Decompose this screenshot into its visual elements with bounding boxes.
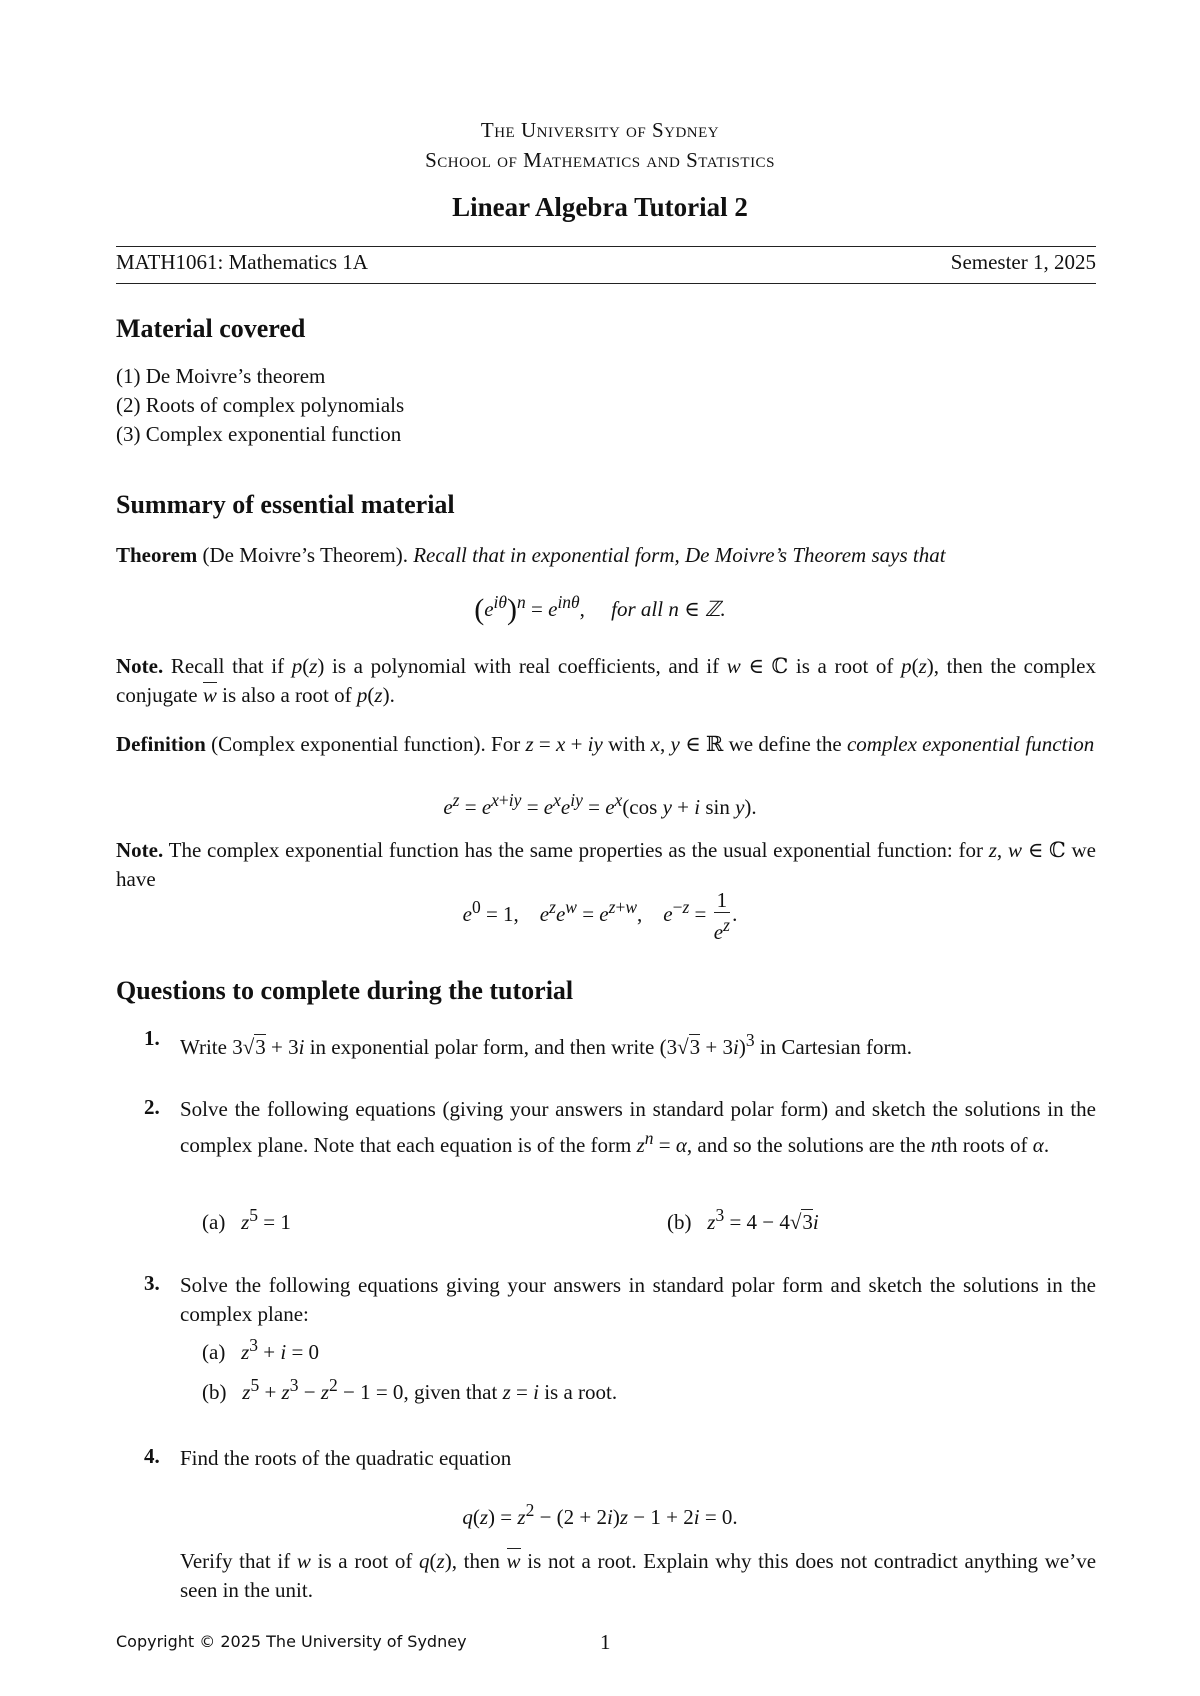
question-text: Solve the following equations (giving your answers in standard polar form) and sketch the solutions in the complex plane. Note that each equation is of the form xyxy=(180,1097,1096,1157)
part-label: (b) xyxy=(667,1210,692,1234)
material-item-label: Complex exponential function xyxy=(145,422,402,446)
definition-text: with xyxy=(608,732,646,756)
material-item-2 xyxy=(116,393,404,418)
question-text: is not a root. Explain why this does not contradict anything we’ve seen in the unit. xyxy=(180,1549,1097,1602)
question-text: , and so the solutions are the xyxy=(686,1133,926,1157)
definition-paragraph: Definition (Complex exponential function). For z = x + iy with x, y ∈ ℝ we define the complex exponential function xyxy=(116,732,1095,756)
page-number: 1 xyxy=(600,1630,611,1654)
question-text: , then xyxy=(451,1549,500,1573)
question-text: Verify that if xyxy=(180,1549,291,1573)
question-3-number: 3. xyxy=(144,1271,160,1295)
question-3b: (b) $z^5 + z^3 - z^2 - 1 = 0$, given that z = i is a root. xyxy=(202,1375,618,1404)
de-moivre-formula: $(e^{i\theta})^n = e^{in\theta}$, for all n ∈ ℤ. xyxy=(474,592,726,626)
copyright-notice: Copyright © 2025 The University of Sydney xyxy=(116,1632,467,1651)
question-text: is a root. xyxy=(544,1380,618,1404)
header-rule-bottom xyxy=(116,283,1096,284)
questions-heading: Questions to complete during the tutorial xyxy=(116,976,574,1005)
note-text: is a root of xyxy=(795,654,894,678)
part-label: (a) xyxy=(202,1210,226,1234)
quadratic-formula: $q(z) = z^2 - (2 + 2i)z - 1 + 2i = 0$. xyxy=(462,1500,738,1529)
note-label: Note. xyxy=(116,654,164,678)
theorem-label: Theorem xyxy=(116,543,198,567)
question-text: is a root of xyxy=(317,1549,413,1573)
question-text: Write xyxy=(180,1035,227,1059)
question-text: th roots of xyxy=(941,1133,1028,1157)
institution-name: The University of Sydney xyxy=(480,118,720,142)
summary-heading: Summary of essential material xyxy=(116,490,455,519)
theorem-paragraph xyxy=(116,541,1096,570)
material-item-label: Roots of complex polynomials xyxy=(145,393,405,417)
question-3a: (a) $z^3 + i = 0$ xyxy=(202,1335,320,1364)
question-text: in Cartesian form. xyxy=(759,1035,913,1059)
part-label: (a) xyxy=(202,1340,226,1364)
material-item-label: De Moivre’s theorem xyxy=(145,364,326,388)
part-label: (b) xyxy=(202,1380,227,1404)
theorem-text: Recall that in exponential form, De Moivre’s Theorem says that xyxy=(413,543,946,567)
page-title: Linear Algebra Tutorial 2 xyxy=(452,192,748,222)
question-4-text: Find the roots of the quadratic equation xyxy=(180,1446,512,1470)
question-2-number: 2. xyxy=(144,1095,160,1119)
note-properties: Note. The complex exponential function has the same properties as the usual exponential function: for z, w ∈ ℂ we have xyxy=(116,838,1097,891)
note-text: we have xyxy=(116,838,1097,891)
header-rule-top xyxy=(116,246,1096,247)
note-text: , then the complex conjugate xyxy=(116,654,1096,707)
definition-name: (Complex exponential function). xyxy=(211,732,486,756)
note-text: is also a root of xyxy=(222,683,352,707)
material-item-number: (2) xyxy=(116,393,141,417)
material-heading: Material covered xyxy=(116,314,306,343)
note-text: Recall that if xyxy=(170,654,285,678)
definition-label: Definition xyxy=(116,732,206,756)
material-item-number: (3) xyxy=(116,422,141,446)
theorem-condition: for all n ∈ ℤ. xyxy=(611,597,726,621)
note-text: is a polynomial with real coefficients, and if xyxy=(332,654,720,678)
exponential-definition-formula: $e^z = e^{x+iy} = e^xe^{iy} = e^x(\cos$ y + i sin y). xyxy=(443,790,757,819)
material-item-3 xyxy=(116,422,401,447)
semester-label: Semester 1, 2025 xyxy=(950,250,1096,274)
question-text: , given that xyxy=(403,1380,498,1404)
question-2a: (a) $z^5 = 1$ xyxy=(202,1205,291,1234)
question-3-text: Solve the following equations giving your answers in standard polar form and sketch the solutions in the complex plane: xyxy=(180,1273,1096,1326)
definition-text: For xyxy=(491,732,521,756)
question-1-number: 1. xyxy=(144,1026,160,1050)
exponential-properties-formula: $e^0 = 1$, $e^ze^w = e^{z+w}$, $e^{-z}$ = $\frac{1}{e^z}$ . xyxy=(462,888,738,944)
note-conjugate: Note. Recall that if p(z) is a polynomial with real coefficients, and if w ∈ ℂ is a root of p(z), then the complex conjugate w is also a root of p(z). xyxy=(116,654,1096,707)
definition-term: complex exponential function xyxy=(846,732,1095,756)
note-text: The complex exponential function has the same properties as the usual exponential function: for xyxy=(168,838,983,862)
course-code: MATH1061: Mathematics 1A xyxy=(116,250,368,274)
question-2-text: Solve the following equations (giving your answers in standard polar form) and sketch the solutions in the complex plane. Note that each equation is of the form $z^n = \alpha$, and so the solutions are the nth roots of α. xyxy=(180,1097,1096,1157)
note-label: Note. xyxy=(116,838,164,862)
question-4-verify: Verify that if w is a root of q(z), then w is not a root. Explain why this does not contradict anything we’ve seen in the unit. xyxy=(180,1549,1097,1602)
question-text: in exponential polar form, and then write xyxy=(309,1035,655,1059)
question-1-text: Write 3√3 + 3i in exponential polar form, and then write $(3√3 + 3i)^3$ in Cartesian form. xyxy=(180,1030,913,1059)
question-2b: (b) $z^3 = 4 - 4√3i$ xyxy=(667,1205,819,1234)
material-item-1 xyxy=(116,364,325,389)
theorem-name: (De Moivre’s Theorem). xyxy=(202,543,408,567)
material-item-number: (1) xyxy=(116,364,141,388)
question-4-number: 4. xyxy=(144,1444,160,1468)
school-name: School of Mathematics and Statistics xyxy=(425,148,775,172)
definition-text: we define the xyxy=(728,732,842,756)
